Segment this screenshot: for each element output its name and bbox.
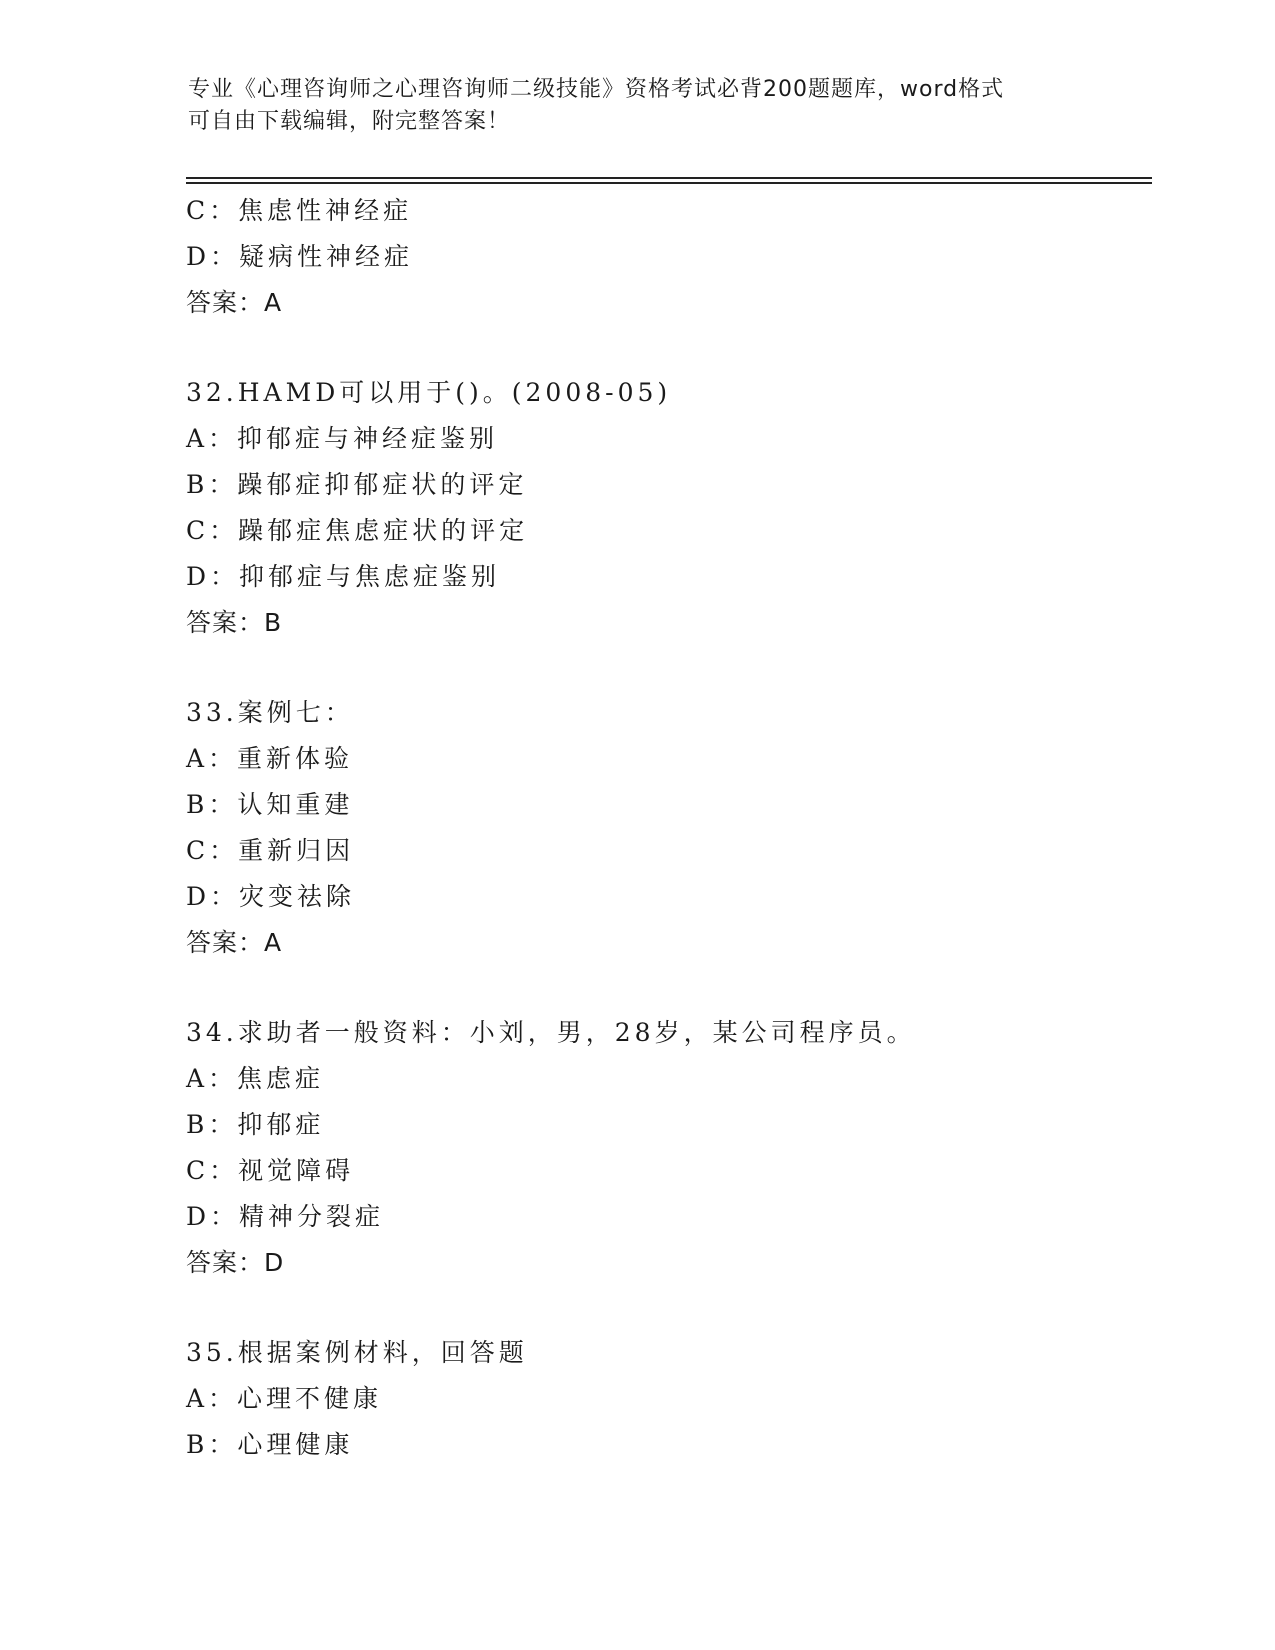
question-block-31 <box>186 188 1166 326</box>
option-c: C：躁郁症焦虑症状的评定 <box>186 516 529 545</box>
question-list <box>186 188 1166 1468</box>
answer-line: 答案：A <box>186 288 283 317</box>
option-d: D：抑郁症与焦虑症鉴别 <box>186 562 501 591</box>
question-block-34 <box>186 1010 1166 1286</box>
header-divider-bottom <box>186 182 1152 184</box>
answer-line: 答案：A <box>186 928 283 957</box>
option-a: A：抑郁症与神经症鉴别 <box>186 424 499 453</box>
question-text: 32.HAMD可以用于()。(2008-05) <box>186 378 672 407</box>
header-line-1: 专业《心理咨询师之心理咨询师二级技能》资格考试必背200题题库，word格式 <box>188 77 1005 102</box>
question-text: 35.根据案例材料，回答题 <box>186 1338 528 1367</box>
option-b: B：认知重建 <box>186 790 354 819</box>
question-text: 34.求助者一般资料：小刘，男，28岁，某公司程序员。 <box>186 1018 916 1047</box>
option-b: B：心理健康 <box>186 1430 354 1459</box>
option-b: B：躁郁症抑郁症状的评定 <box>186 470 528 499</box>
question-text: 33.案例七： <box>186 698 354 727</box>
option-d: D：疑病性神经症 <box>186 242 414 271</box>
option-a: A：焦虑症 <box>186 1064 325 1093</box>
spacer <box>186 646 1166 690</box>
spacer <box>186 1286 1166 1330</box>
option-d: D：灾变祛除 <box>186 882 356 911</box>
spacer <box>186 326 1166 370</box>
option-d: D：精神分裂症 <box>186 1202 385 1231</box>
spacer <box>186 966 1166 1010</box>
header-line-2: 可自由下载编辑，附完整答案！ <box>188 109 511 134</box>
document-header <box>188 74 1068 138</box>
option-c: C：焦虑性神经症 <box>186 196 413 225</box>
option-b: B：抑郁症 <box>186 1110 325 1139</box>
option-a: A：重新体验 <box>186 744 354 773</box>
question-block-33 <box>186 690 1166 966</box>
header-divider-top <box>186 177 1152 179</box>
answer-line: 答案：B <box>186 608 283 637</box>
option-c: C：重新归因 <box>186 836 355 865</box>
question-block-35 <box>186 1330 1166 1468</box>
question-block-32 <box>186 370 1166 646</box>
answer-line: 答案：D <box>186 1248 285 1277</box>
option-a: A：心理不健康 <box>186 1384 383 1413</box>
option-c: C：视觉障碍 <box>186 1156 355 1185</box>
